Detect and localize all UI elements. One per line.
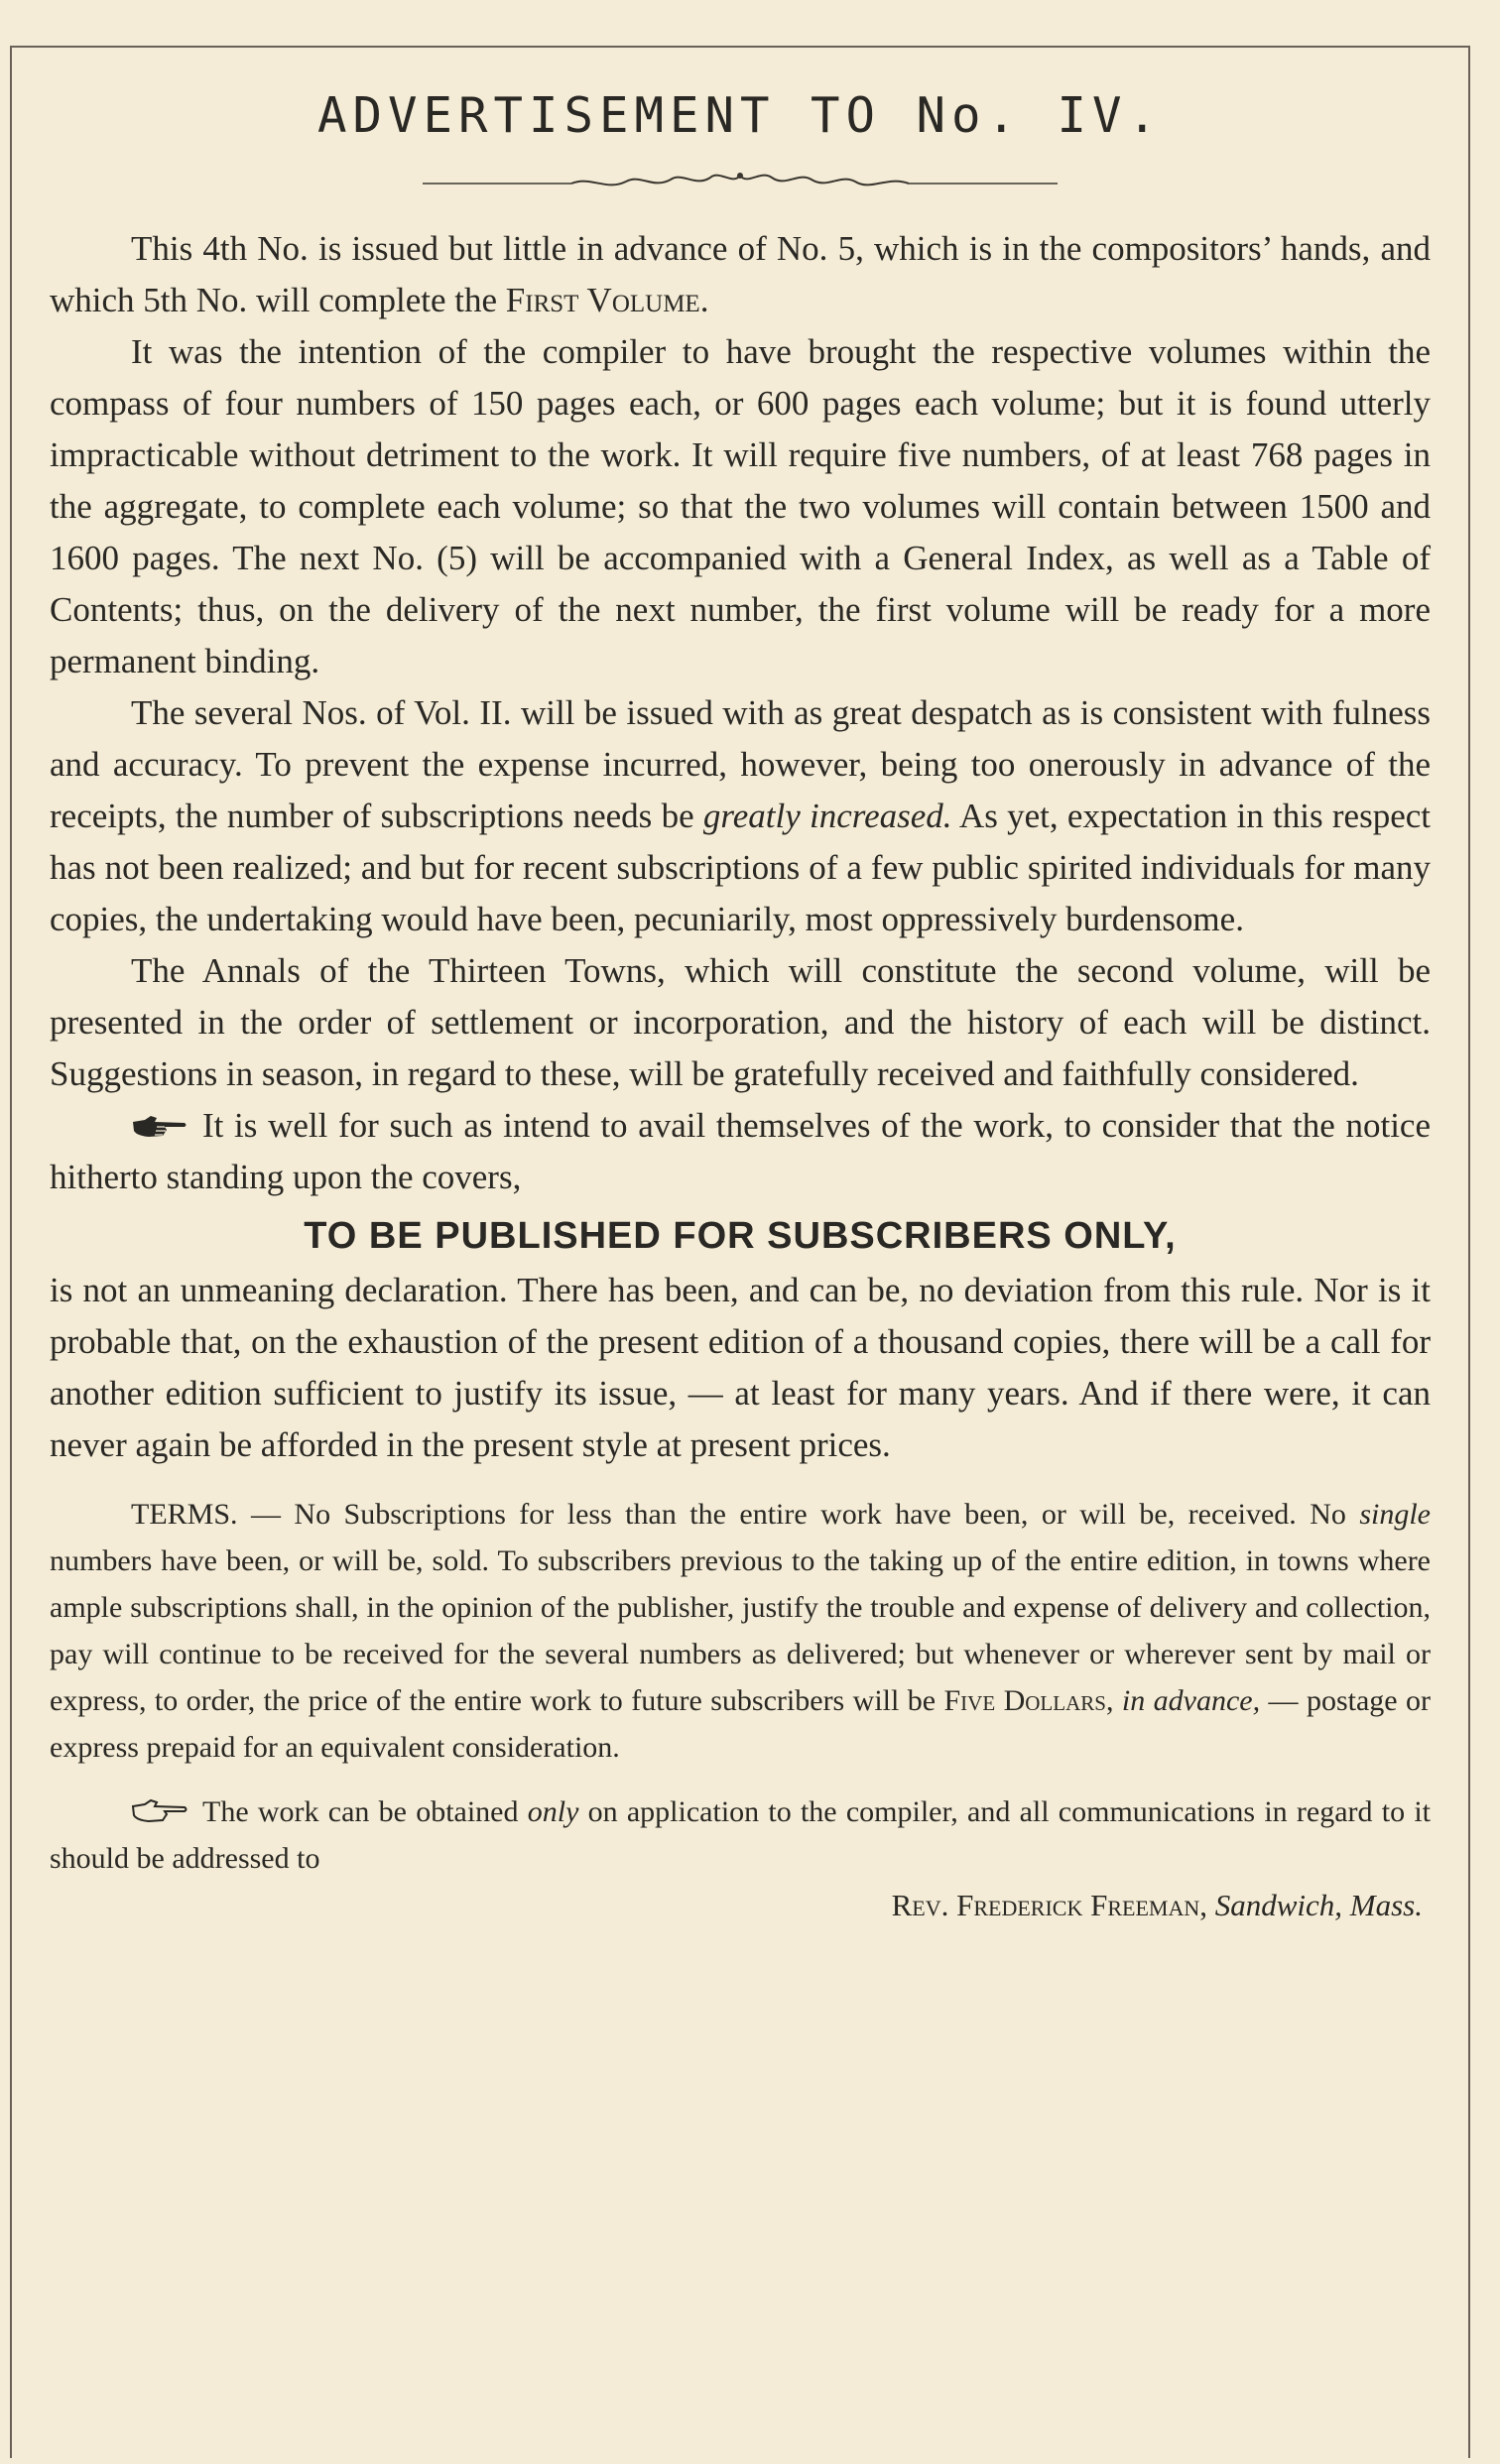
first-volume-smallcaps: First Volume [505,280,700,319]
terms-section [50,1491,1431,1771]
terms-text-d: — postage or express prepaid for an equivalent consideration. [50,1683,1432,1764]
five-dollars-smallcaps: Five Dollars [943,1683,1106,1717]
scroll-ornament-icon [423,168,1058,193]
paragraph-notice-covers [50,1100,1431,1203]
paragraph-first-volume [50,223,1431,326]
pointing-hand-icon [131,1114,188,1140]
signature-place: Sandwich, Mass. [1214,1887,1423,1922]
in-advance-emphasis: in advance, [1121,1683,1261,1717]
pointing-hand-icon [131,1798,188,1824]
signature-separator: , [1199,1887,1215,1922]
p3-text-b: As yet, expectation in this respect has not been realized; and but for recent subscriptions of a few public spirited individuals for many copies, the undertaking would have been, pecuniarily, most oppressively burdensome. [50,796,1431,938]
signature [50,1882,1431,1929]
advertisement-page [50,87,1431,1929]
greatly-increased-emphasis: greatly increased. [702,796,952,835]
p1-text-b: . [699,280,709,319]
notice-text-a: The work can be obtained [202,1794,528,1828]
signature-name: Rev. Frederick Freeman [891,1887,1200,1922]
only-emphasis: only [527,1794,579,1828]
page-title: ADVERTISEMENT TO No. IV. [316,87,1163,144]
p5-text: It is well for such as intend to avail themselves of the work, to consider that the notice hitherto standing upon the covers, [50,1105,1431,1196]
notice-section [50,1788,1431,1882]
terms-text-a: TERMS. — No Subscriptions for less than the entire work have been, or will be, received. No [131,1497,1360,1531]
paragraph-annals: The Annals of the Thirteen Towns, which will constitute the second volume, will be presented in the order of settlement or incorporation, and the history of each will be distinct. Suggestions in season, in regard to these, will be gratefully received and faithfully considered. [50,950,1431,1093]
paragraph-volumes: It was the intention of the compiler to have brought the respective volumes within the compass of four numbers of 150 pages each, or 600 pages each volume; but it is found utterly impracticable without detriment to the work. It will require five numbers, of at least 768 pages in the aggregate, to complete each volume; so that the two volumes will contain between 1500 and 1600 pages. The next No. (5) will be accompanied with a General Index, as well as a Table of Contents; thus, on the delivery of the next number, the first volume will be ready for a more permanent binding. [50,331,1431,680]
single-emphasis: single [1359,1497,1431,1531]
p3-text-a: The several Nos. of Vol. II. will be issued with as great despatch as is consistent with fulness and accuracy. To prevent the expense incurred, however, being too onerously in advance of the receipts, the number of subscriptions needs be [50,692,1431,835]
p1-text-a: This 4th No. is issued but little in advance of No. 5, which is in the compositors’ hands, and which 5th No. will complete the [50,228,1431,319]
paragraph-vol-two [50,687,1431,945]
notice-paragraph [50,1788,1431,1882]
terms-paragraph [50,1491,1431,1771]
notice-text-b: on application to the compiler, and all communications in regard to it should be addressed to [50,1794,1431,1875]
paragraph-declaration: is not an unmeaning declaration. There has been, and can be, no deviation from this rule. Nor is it probable that, on the exhaustion of the present edition of a thousand copies, there will be a call for another edition sufficient to justify its issue, — at least for many years. And if there were, it can never again be afforded in the present style at present prices. [50,1270,1431,1464]
subscribers-only-banner: TO BE PUBLISHED FOR SUBSCRIBERS ONLY, [304,1214,1177,1257]
terms-text-c: , [1105,1683,1122,1717]
terms-text-b: numbers have been, or will be, sold. To subscribers previous to the taking up of the entire edition, in towns where ample subscriptions shall, in the opinion of the publisher, justify the trouble and expense of delivery and collection, pay will continue to be received for the several numbers as delivered; but whenever or wherever sent by mail or express, to order, the price of the entire work to future subscribers will be [50,1543,1431,1717]
